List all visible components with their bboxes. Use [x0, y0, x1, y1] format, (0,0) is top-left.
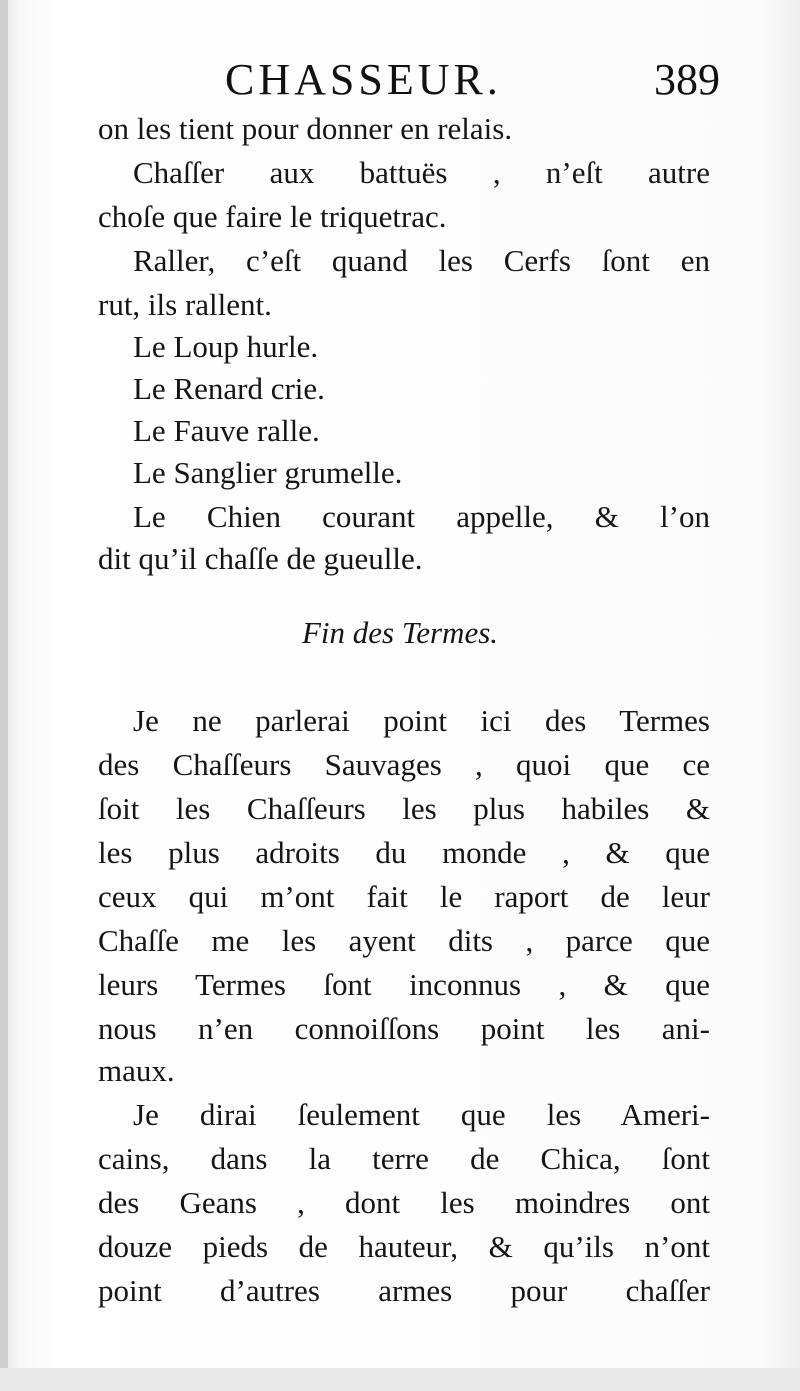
text-line: dit qu’il chaſſe de gueulle. — [98, 541, 423, 576]
running-head — [130, 52, 720, 108]
text-line: choſe que faire le triquetrac. — [98, 199, 447, 234]
text-line: ſoit les Chaſſeurs les plus habiles & — [98, 791, 710, 826]
text-line: Le Loup hurle. — [133, 329, 319, 364]
text-line: des Geans , dont les moindres ont — [98, 1185, 710, 1220]
text-line: Chaſſer aux battuës , n’eſt autre — [133, 155, 710, 190]
text-line: des Chaſſeurs Sauvages , quoi que ce — [98, 747, 710, 782]
page-gutter-shadow — [0, 0, 8, 1391]
text-line: maux. — [98, 1053, 175, 1088]
text-line: rut, ils rallent. — [98, 287, 272, 322]
text-line: ceux qui m’ont fait le raport de leur — [98, 879, 710, 914]
text-line: les plus adroits du monde , & que — [98, 835, 710, 870]
text-line: Le Renard crie. — [133, 371, 325, 406]
text-line: leurs Termes ſont inconnus , & que — [98, 967, 710, 1002]
text-line: douze pieds de hauteur, & qu’ils n’ont — [98, 1229, 710, 1264]
text-line: Le Sanglier grumelle. — [133, 455, 403, 490]
text-line: Le Chien courant appelle, & l’on — [133, 499, 710, 534]
text-line: Le Fauve ralle. — [133, 413, 320, 448]
text-line: Raller, c’eſt quand les Cerfs ſont en — [133, 243, 710, 278]
page-bottom-margin — [0, 1368, 800, 1391]
text-line: Chaſſe me les ayent dits , parce que — [98, 923, 710, 958]
text-line: nous n’en connoiſſons point les ani- — [98, 1011, 710, 1046]
text-line: Je ne parlerai point ici des Termes — [133, 703, 710, 738]
text-line: cains, dans la terre de Chica, ſont — [98, 1141, 710, 1176]
text-line: on les tient pour donner en relais. — [98, 111, 513, 146]
section-end-heading: Fin des Termes. — [301, 615, 499, 650]
text-line: Je dirai ſeulement que les Ameri- — [133, 1097, 710, 1132]
text-line: point d’autres armes pour chaſſer — [98, 1273, 710, 1308]
running-title: CHASSEUR. — [225, 55, 502, 104]
page-number: 389 — [654, 55, 720, 104]
